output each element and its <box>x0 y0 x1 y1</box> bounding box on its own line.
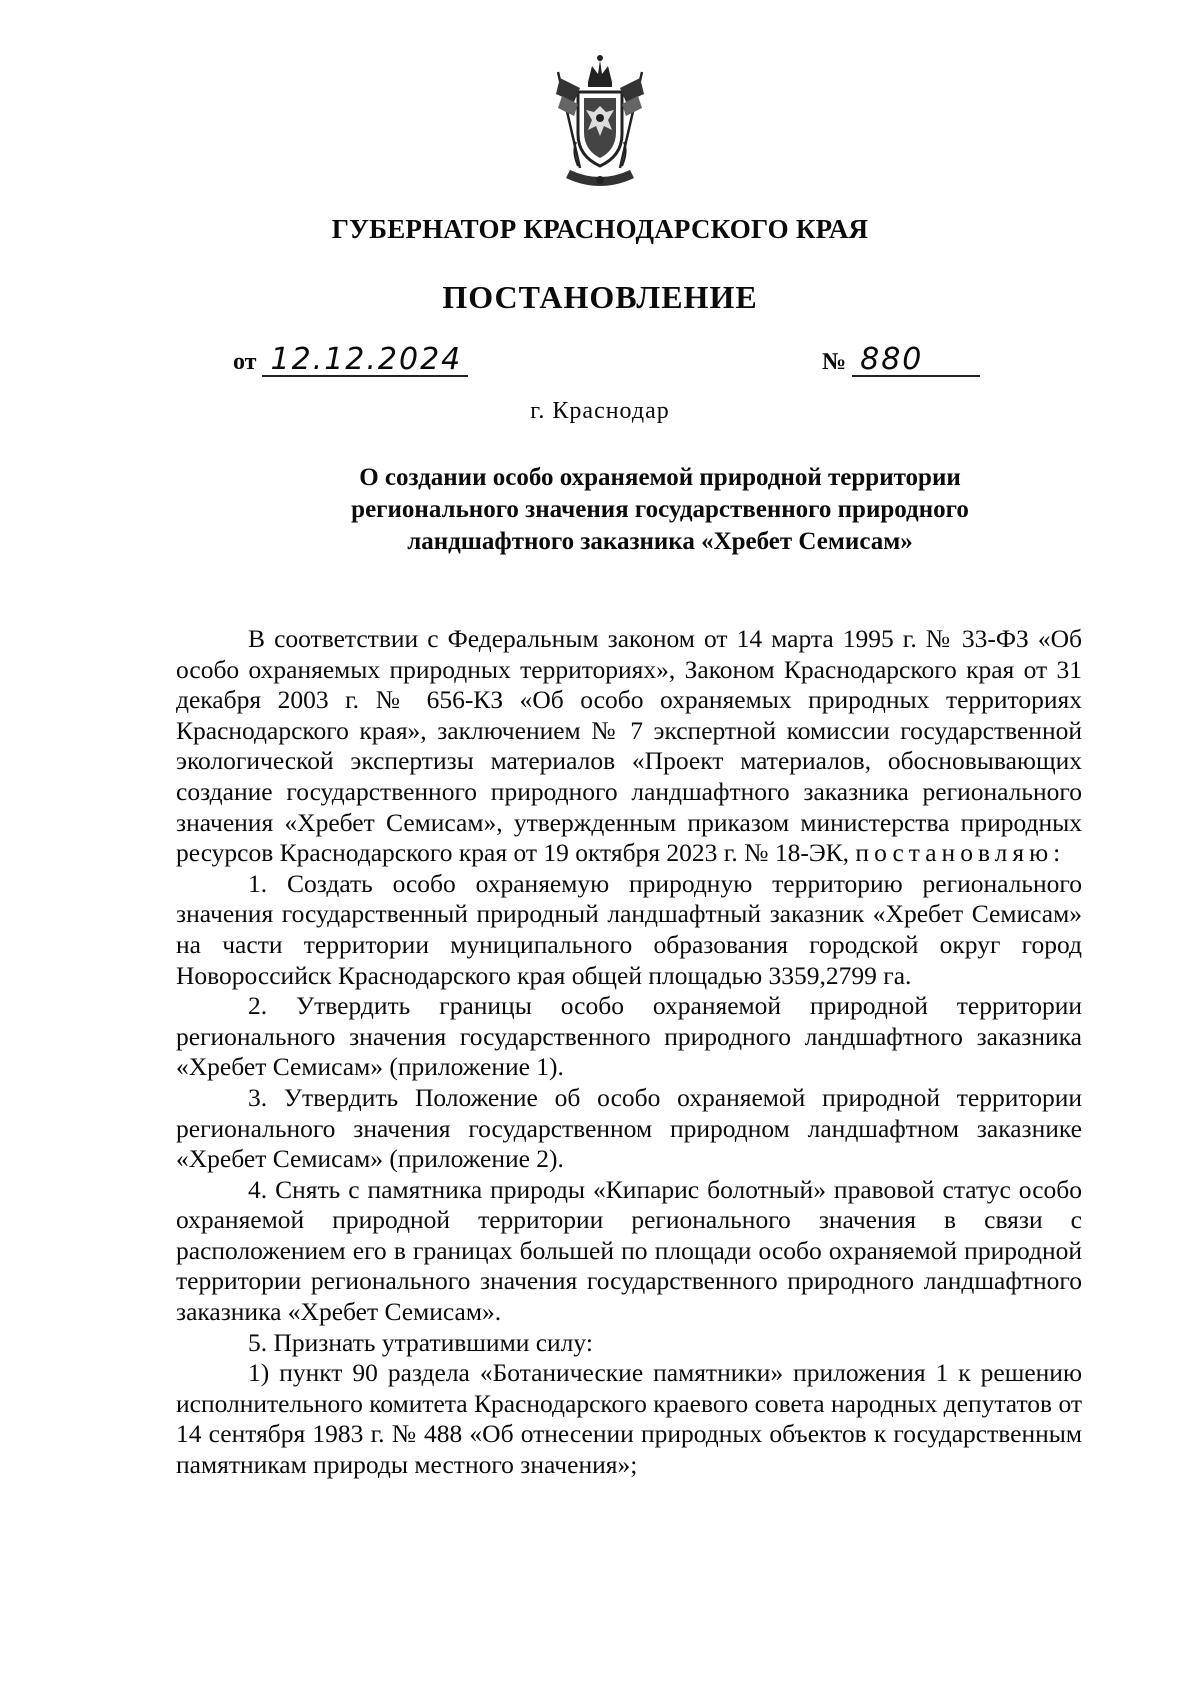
handwritten-date: 12.12.2024 <box>262 345 468 377</box>
item-paragraph: 1) пункт 90 раздела «Ботанические памятники» приложения 1 к решению исполнительного комитета Краснодарского краевого совета народных депутатов от 14 сентября 1983 г. № 488 «Об отнесении природных объектов к государственным памятникам природы местного значения»; <box>176 1358 1082 1480</box>
document-body <box>176 624 1082 1481</box>
city-line: г. Краснодар <box>530 398 670 424</box>
issuing-authority: ГУБЕРНАТОР КРАСНОДАРСКОГО КРАЯ <box>331 214 869 244</box>
item-paragraph: 2. Утвердить границы особо охраняемой природной территории регионального значения государственного природного ландшафтного заказника «Хребет Семисам» (приложение 1). <box>176 991 1082 1082</box>
date-line <box>233 342 468 377</box>
document-type: ПОСТАНОВЛЕНИЕ <box>442 279 758 315</box>
krasnodar-coat-of-arms-icon <box>548 52 652 200</box>
document-title: О создании особо охраняемой природной территории регионального значения государственного природного ландшафтного заказника «Хребет Семисам» <box>351 464 969 555</box>
preamble-paragraph <box>176 624 1082 869</box>
item-paragraph: 3. Утвердить Положение об особо охраняемой природной территории регионального значения государственном природном ландшафтном заказнике «Хребет Семисам» (приложение 2). <box>176 1082 1082 1174</box>
date-prefix: от <box>233 349 257 375</box>
item-paragraph: 4. Снять с памятника природы «Кипарис болотный» правовой статус особо охраняемой природной территории регионального значения в связи с расположением его в границах большей по площади особо охраняемой природной территории регионального значения государственного природного ландшафтного заказника «Хребет Семисам». <box>176 1174 1082 1327</box>
resolve-word: постановляю: <box>855 838 1066 868</box>
number-line <box>822 342 980 377</box>
item-paragraph: 5. Признать утратившими силу: <box>248 1327 593 1357</box>
preamble-text: В соответствии с Федеральным законом от 14 марта 1995 г. № 33-ФЗ «Об особо охраняемых природных территориях», Законом Краснодарского края от 31 декабря 2003 г. № 656-КЗ «Об особо охраняемых природных территориях Краснодарского края», заключением № 7 экспертной комиссии государственной экологической экспертизы материалов «Проект материалов, обосновывающих создание государственного природного ландшафтного заказника регионального значения «Хребет Семисам», утвержденным приказом министерства природных ресурсов Краснодарского края от 19 октября 2023 г. № 18-ЭК, <box>176 624 1082 868</box>
item-paragraph: 1. Создать особо охраняемую природную территорию регионального значения государственный природный ландшафтный заказник «Хребет Семисам» на части территории муниципального образования городской округ город Новороссийск Краснодарского края общей площадью 3359,2799 га. <box>176 868 1082 990</box>
handwritten-number: 880 <box>852 345 980 377</box>
number-prefix: № <box>822 349 847 375</box>
coat-of-arms-emblem <box>548 52 652 200</box>
